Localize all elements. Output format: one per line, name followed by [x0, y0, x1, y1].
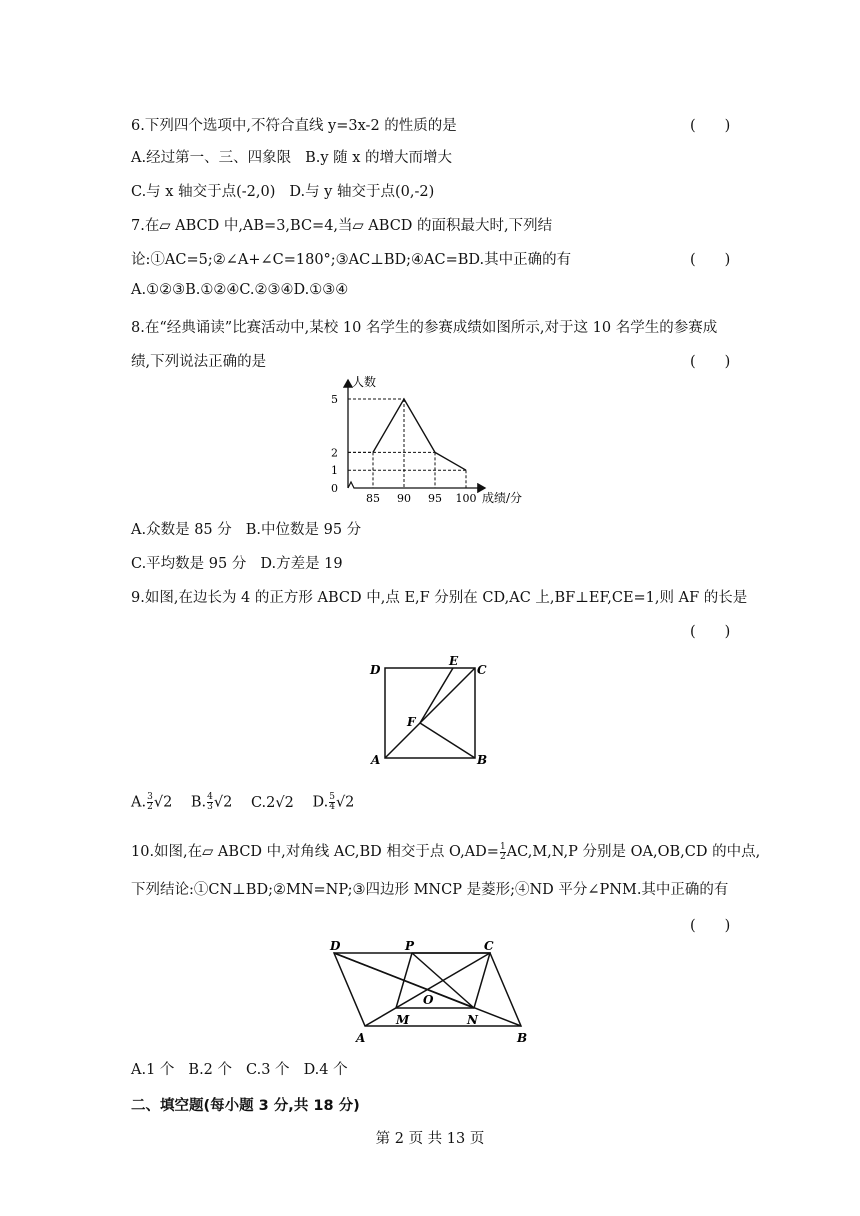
label-c: C: [477, 663, 487, 677]
q9-option-d: D. $\frac{5}{4}$ √2: [312, 792, 355, 812]
q8-option-b: B.中位数是 95 分: [245, 522, 362, 538]
chart-x-label: 成绩/分: [482, 491, 523, 505]
chart-series-line: [373, 399, 466, 470]
chart-y-tick-labels: [331, 393, 338, 495]
q9-option-a: A. $\frac{3}{2}$ √2: [131, 792, 173, 812]
q10-option-a: A.1 个: [131, 1062, 175, 1078]
q7-stem-line1: 7.在▱ ABCD 中,AB=3,BC=4,当▱ ABCD 的面积最大时,下列结: [131, 218, 553, 234]
label-p: P: [405, 939, 415, 953]
q6-options-row2: [131, 180, 448, 201]
q9-answer-paren: ( ): [690, 624, 731, 640]
q8-option-d: D.方差是 19: [260, 556, 343, 572]
q9-options: [131, 793, 368, 812]
q9-stem: 9.如图,在边长为 4 的正方形 ABCD 中,点 E,F 分别在 CD,AC 上,BF⊥EF,CE=1,则 AF 的长是: [131, 590, 748, 606]
label-m: M: [396, 1013, 410, 1027]
q6-options-row1: [131, 146, 466, 167]
q6-answer-paren: ( ): [690, 118, 731, 134]
label-a: A: [371, 753, 381, 767]
y-tick-0: 0: [331, 482, 338, 495]
q10-parallelogram-figure: [325, 938, 535, 1048]
chart-guide-lines: [348, 399, 466, 488]
segment-dn: [334, 953, 474, 1008]
q7-stem-line2: 论:①AC=5;②∠A+∠C=180°;③AC⊥BD;④AC=BD.其中正确的有: [131, 252, 572, 268]
x-tick-95: 95: [428, 492, 442, 505]
label-f: F: [407, 715, 416, 729]
q10-answer-paren: ( ): [690, 918, 731, 934]
chart-axis-break: [348, 482, 356, 488]
q7-answer-paren: ( ): [690, 252, 731, 268]
q8-option-c: C.平均数是 95 分: [131, 556, 247, 572]
segment-bf: [420, 723, 475, 758]
label-b: B: [477, 753, 488, 767]
label-o: O: [423, 993, 434, 1007]
y-tick-1: 1: [331, 464, 338, 478]
label-c: C: [484, 939, 494, 953]
y-tick-5: 5: [331, 393, 338, 406]
q9-option-b: B. $\frac{4}{3}$ √2: [190, 792, 233, 812]
segment-pn: [412, 953, 474, 1008]
q8-options-row2: [131, 552, 357, 573]
q8-options-row1: [131, 518, 375, 539]
q10-option-d: D.4 个: [303, 1062, 348, 1078]
chart-y-label: 人数: [352, 375, 377, 389]
q7-options: A.①②③B.①②④C.②③④D.①③④: [131, 282, 349, 298]
q8-stem-line1: 8.在“经典诵读”比赛活动中,某校 10 名学生的参赛成绩如图所示,对于这 10 名学生的参赛成: [131, 320, 718, 336]
q6-stem: 6.下列四个选项中,不符合直线 y=3x-2 的性质的是: [131, 118, 457, 134]
label-b: B: [517, 1031, 528, 1045]
y-tick-2: 2: [331, 446, 338, 460]
q9-square-figure: [365, 650, 495, 770]
label-d: D: [330, 939, 341, 953]
q6-option-d: D.与 y 轴交于点(0,-2): [289, 184, 435, 200]
q6-option-b: B.y 随 x 的增大而增大: [305, 150, 453, 166]
x-tick-100: 100: [455, 492, 477, 505]
q10-options: [131, 1058, 362, 1079]
q10-stem-line1: 10.如图,在▱ ABCD 中,对角线 AC,BD 相交于点 O,AD= $\frac{1}{2}$ AC,M,N,P 分别是 OA,OB,CD 的中点,: [131, 841, 761, 862]
q9-option-c: C.2√2: [250, 794, 294, 811]
q10-stem-line2: 下列结论:①CN⊥BD;②MN=NP;③四边形 MNCP 是菱形;④ND 平分∠PNM.其中正确的有: [131, 882, 729, 898]
q8-score-chart: [320, 370, 540, 510]
label-d: D: [370, 663, 381, 677]
q8-stem-line2: 绩,下列说法正确的是: [131, 354, 267, 370]
q8-option-a: A.众数是 85 分: [131, 522, 232, 538]
x-tick-85: 85: [366, 492, 380, 505]
label-a: A: [356, 1031, 366, 1045]
page-footer: 第 2 页 共 13 页: [375, 1131, 485, 1147]
diagonal-ac: [385, 668, 475, 758]
q6-option-c: C.与 x 轴交于点(-2,0): [131, 184, 276, 200]
x-tick-90: 90: [397, 492, 411, 505]
section-heading-fill-in: 二、填空题(每小题 3 分,共 18 分): [131, 1098, 360, 1114]
chart-x-tick-labels: [366, 492, 477, 505]
q8-answer-paren: ( ): [690, 354, 731, 370]
q10-option-c: C.3 个: [246, 1062, 290, 1078]
q10-option-b: B.2 个: [188, 1062, 233, 1078]
label-n: N: [467, 1013, 478, 1027]
q6-option-a: A.经过第一、三、四象限: [131, 150, 292, 166]
label-e: E: [449, 654, 459, 668]
